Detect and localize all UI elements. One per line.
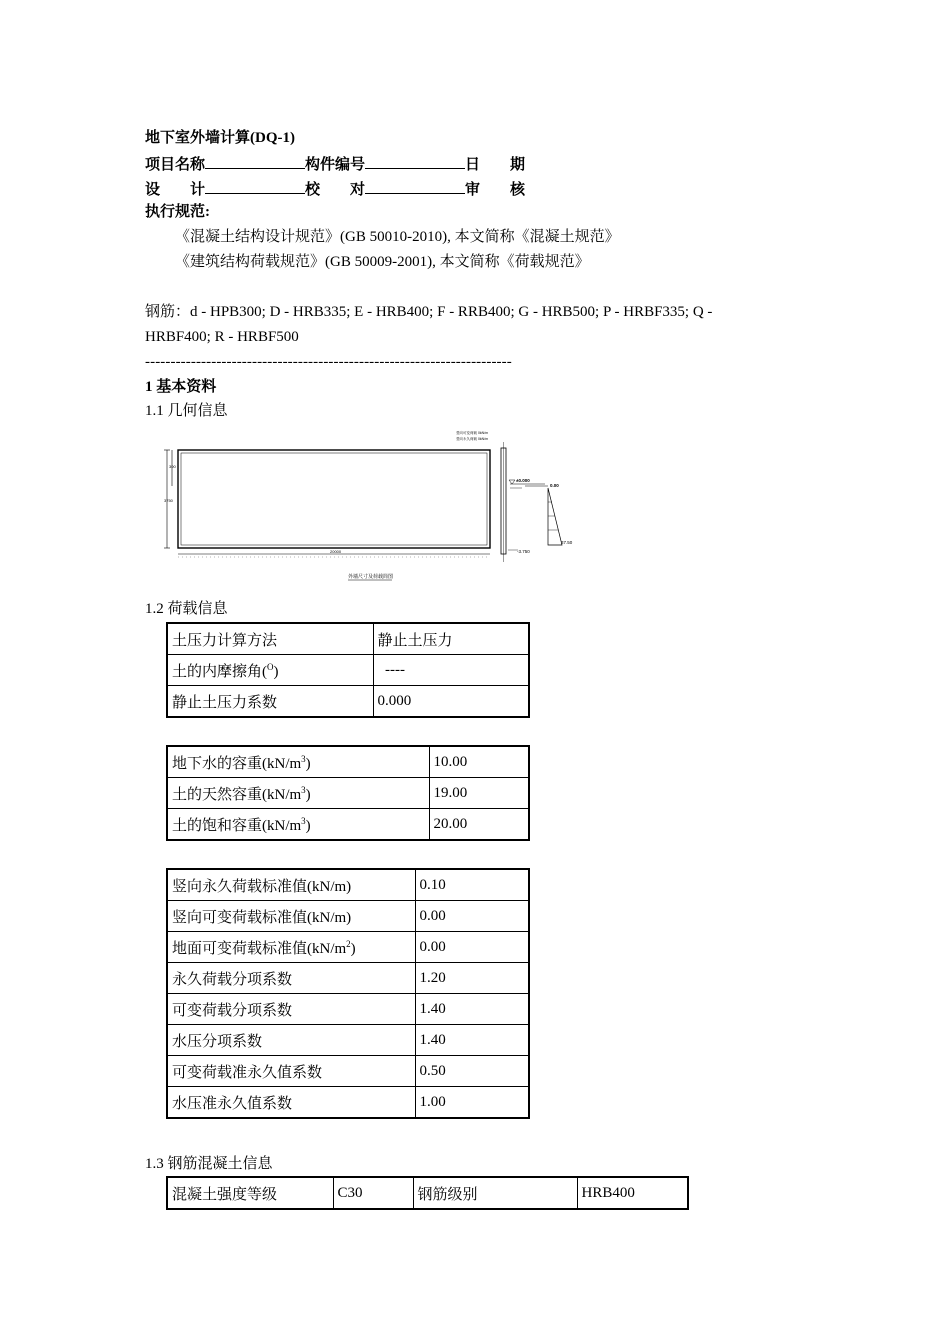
table-cell-value: 1.20: [415, 963, 529, 994]
top-elevation-label: ±0.000: [516, 478, 530, 483]
bottom-elevation-label: -3.750: [517, 549, 530, 554]
earth-pressure-table: [166, 622, 530, 718]
table-cell-value: 0.000: [373, 686, 529, 718]
table-cell-value: 0.00: [415, 901, 529, 932]
table-cell-value: 0.10: [415, 869, 529, 901]
table-row: [167, 869, 529, 901]
concrete-rebar-table: [166, 1176, 689, 1210]
table-row: [167, 932, 529, 963]
table-row: [167, 1056, 529, 1087]
table-cell-value: 1.40: [415, 994, 529, 1025]
table-cell-label: 地面可变荷载标准值$(kN/m^2)$: [167, 932, 415, 963]
header-row-2: [145, 178, 525, 200]
rebar-line-2: HRBF400; R - HRBF500: [145, 329, 299, 345]
table-row: [167, 778, 529, 809]
rebar-grade-value: HRB400: [577, 1177, 688, 1209]
concrete-grade-value: C30: [333, 1177, 413, 1209]
table-cell-label: 土压力计算方法: [167, 623, 373, 655]
member-no-label: 构件编号: [305, 157, 366, 173]
table-cell-value: 10.00: [429, 746, 529, 778]
table-cell-label: 静止土压力系数: [167, 686, 373, 718]
load-note-1: 竖向可变荷载 0kN/m: [456, 431, 489, 435]
table-row: [167, 901, 529, 932]
spec-line-2: 《建筑结构荷载规范》(GB 50009-2001), 本文简称《荷载规范》: [175, 254, 590, 270]
section-1-1-heading: 1.1 几何信息: [145, 403, 228, 419]
doc-title: 地下室外墙计算(DQ-1): [145, 130, 295, 146]
ground-value-label: 0.00: [550, 483, 559, 488]
table-row: [167, 994, 529, 1025]
pressure-value-label: 37.50: [561, 540, 573, 545]
table-cell-value: 0.50: [415, 1056, 529, 1087]
designer-label: 设 计: [145, 182, 206, 198]
table-row: [167, 1087, 529, 1119]
spec-line-1: 《混凝土结构设计规范》(GB 50010-2010), 本文简称《混凝土规范》: [175, 229, 620, 245]
table-row: [167, 655, 529, 686]
table-cell-value: ----: [373, 655, 529, 686]
table-cell-value: 0.00: [415, 932, 529, 963]
project-name-field[interactable]: [205, 153, 305, 169]
side-dim-label: 300: [169, 464, 176, 469]
checker-field[interactable]: [365, 178, 465, 194]
designer-field[interactable]: [205, 178, 305, 194]
date-label: 日 期: [465, 157, 526, 173]
table-cell-label: 竖向可变荷载标准值(kN/m): [167, 901, 415, 932]
pressure-diagram: [548, 488, 562, 545]
table-cell-value: 20.00: [429, 809, 529, 841]
project-name-label: 项目名称: [145, 157, 206, 173]
load-factor-table: [166, 868, 530, 1119]
unit-weight-table: [166, 745, 530, 841]
rebar-grade-label: 钢筋级别: [413, 1177, 577, 1209]
table-cell-label: 水压分项系数: [167, 1025, 415, 1056]
length-dim-label: 20000: [330, 549, 342, 554]
spec-heading: 执行规范:: [145, 204, 210, 220]
wall-geometry-figure: [160, 424, 590, 586]
table-cell-label: 可变荷载分项系数: [167, 994, 415, 1025]
figure-caption: 外墙尺寸及荷载简图: [348, 574, 394, 580]
table-cell-label: 竖向永久荷载标准值(kN/m): [167, 869, 415, 901]
rebar-line-1: 钢筋：d - HPB300; D - HRB335; E - HRB400; F - RRB400; G - HRB500; P - HRBF335; Q -: [145, 304, 713, 320]
table-cell-value: 静止土压力: [373, 623, 529, 655]
table-row: [167, 1025, 529, 1056]
table-row: [167, 623, 529, 655]
table-row: [167, 809, 529, 841]
table-row: [167, 686, 529, 718]
section-1-3-heading: 1.3 钢筋混凝土信息: [145, 1156, 273, 1172]
table-cell-label: 土的饱和容重$(kN/m^3)$: [167, 809, 429, 841]
table-cell-label: 永久荷载分项系数: [167, 963, 415, 994]
table-cell-label: 水压准永久值系数: [167, 1087, 415, 1119]
concrete-grade-label: 混凝土强度等级: [167, 1177, 333, 1209]
table-cell-label: 地下水的容重$(kN/m^3)$: [167, 746, 429, 778]
member-no-field[interactable]: [365, 153, 465, 169]
header-row-1: [145, 153, 525, 175]
table-cell-value: 19.00: [429, 778, 529, 809]
divider-line: ------------------------------------------------------------------------: [145, 354, 512, 370]
load-note-2: 竖向永久荷载 0kN/m: [456, 437, 489, 441]
table-cell-label: 土的天然容重$(kN/m^3)$: [167, 778, 429, 809]
table-cell-label: 土的内摩擦角($^O$): [167, 655, 373, 686]
section-1-2-heading: 1.2 荷载信息: [145, 601, 228, 617]
checker-label: 校 对: [305, 182, 366, 198]
section-1-heading: 1 基本资料: [145, 379, 217, 395]
table-row: [167, 963, 529, 994]
table-cell-value: 1.40: [415, 1025, 529, 1056]
table-row: [167, 1177, 688, 1209]
wall-plan-inner: [181, 453, 487, 545]
wall-plan-outline: [178, 450, 490, 548]
table-cell-value: 1.00: [415, 1087, 529, 1119]
height-dim-label: 3750: [164, 498, 173, 503]
table-row: [167, 746, 529, 778]
reviewer-label: 审 核: [465, 182, 526, 198]
table-cell-label: 可变荷载准永久值系数: [167, 1056, 415, 1087]
